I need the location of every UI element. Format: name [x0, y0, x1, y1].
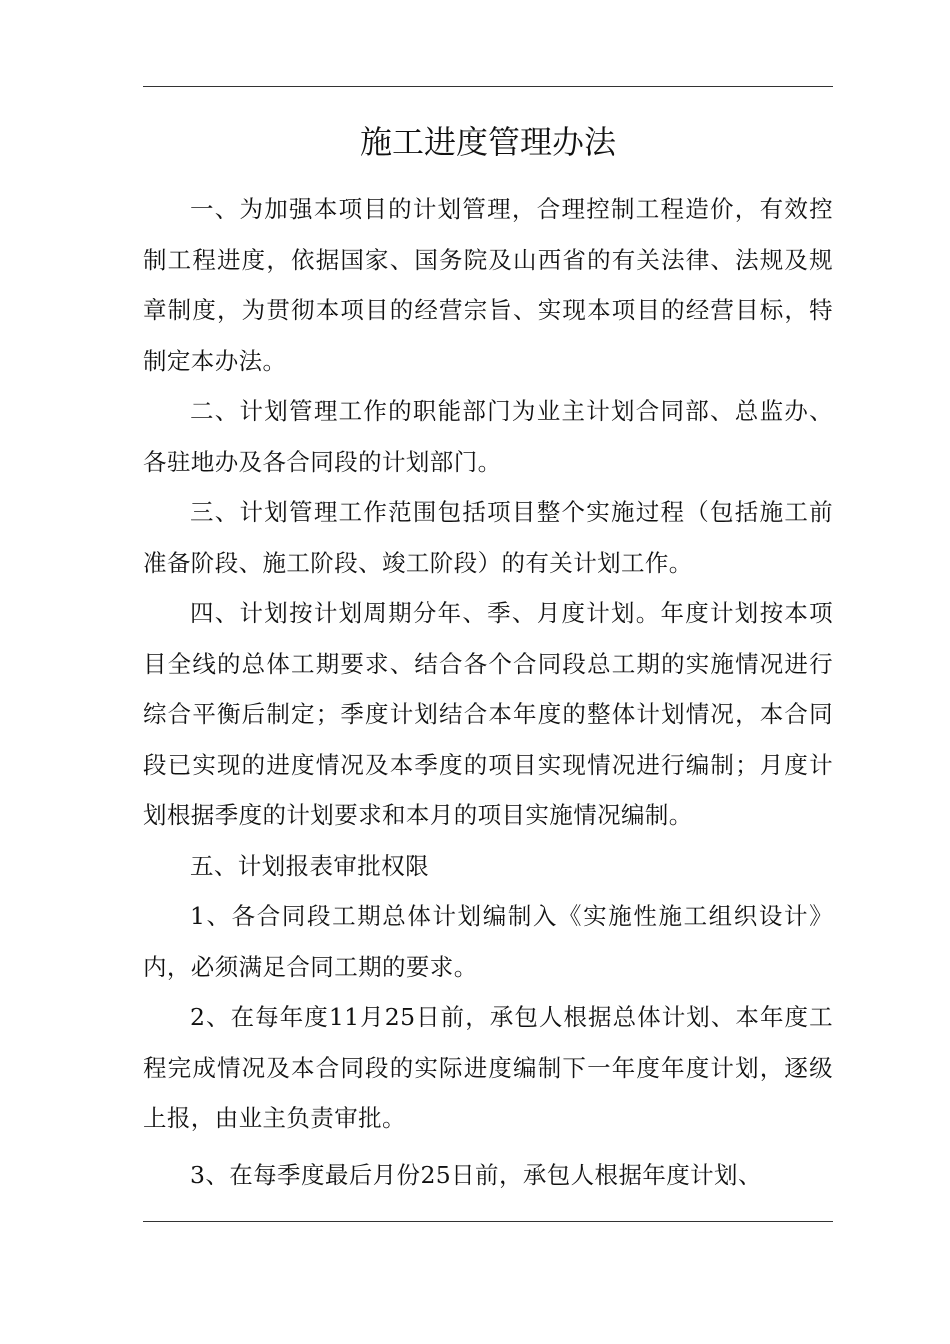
item-1: 1、各合同段工期总体计划编制入《实施性施工组织设计》内，必须满足合同工期的要求。 [143, 902, 833, 981]
document-body [143, 184, 833, 1200]
header-rule [143, 86, 833, 87]
item-2: 2、在每年度11月25日前，承包人根据总体计划、本年度工程完成情况及本合同段的实际进度编制下一年度年度计划，逐级上报，由业主负责审批。 [143, 1003, 833, 1132]
paragraph-2: 二、计划管理工作的职能部门为业主计划合同部、总监办、各驻地办及各合同段的计划部门。 [143, 397, 833, 476]
footer-rule [143, 1221, 833, 1222]
paragraph-4: 四、计划按计划周期分年、季、月度计划。年度计划按本项目全线的总体工期要求、结合各个合同段总工期的实施情况进行综合平衡后制定；季度计划结合本年度的整体计划情况，本合同段已实现的进度情况及本季度的项目实现情况进行编制；月度计划根据季度的计划要求和本月的项目实施情况编制。 [143, 599, 833, 829]
document-title: 施工进度管理办法 [359, 123, 616, 161]
paragraph-3: 三、计划管理工作范围包括项目整个实施过程（包括施工前准备阶段、施工阶段、竣工阶段）的有关计划工作。 [143, 498, 833, 577]
item-3: 3、在每季度最后月份25日前，承包人根据年度计划、 [190, 1160, 762, 1189]
section-heading-5: 五、计划报表审批权限 [190, 851, 429, 880]
paragraph-1: 一、为加强本项目的计划管理，合理控制工程造价，有效控制工程进度，依据国家、国务院及山西省的有关法律、法规及规章制度，为贯彻本项目的经营宗旨、实现本项目的经营目标，特制定本办法。 [143, 195, 833, 375]
